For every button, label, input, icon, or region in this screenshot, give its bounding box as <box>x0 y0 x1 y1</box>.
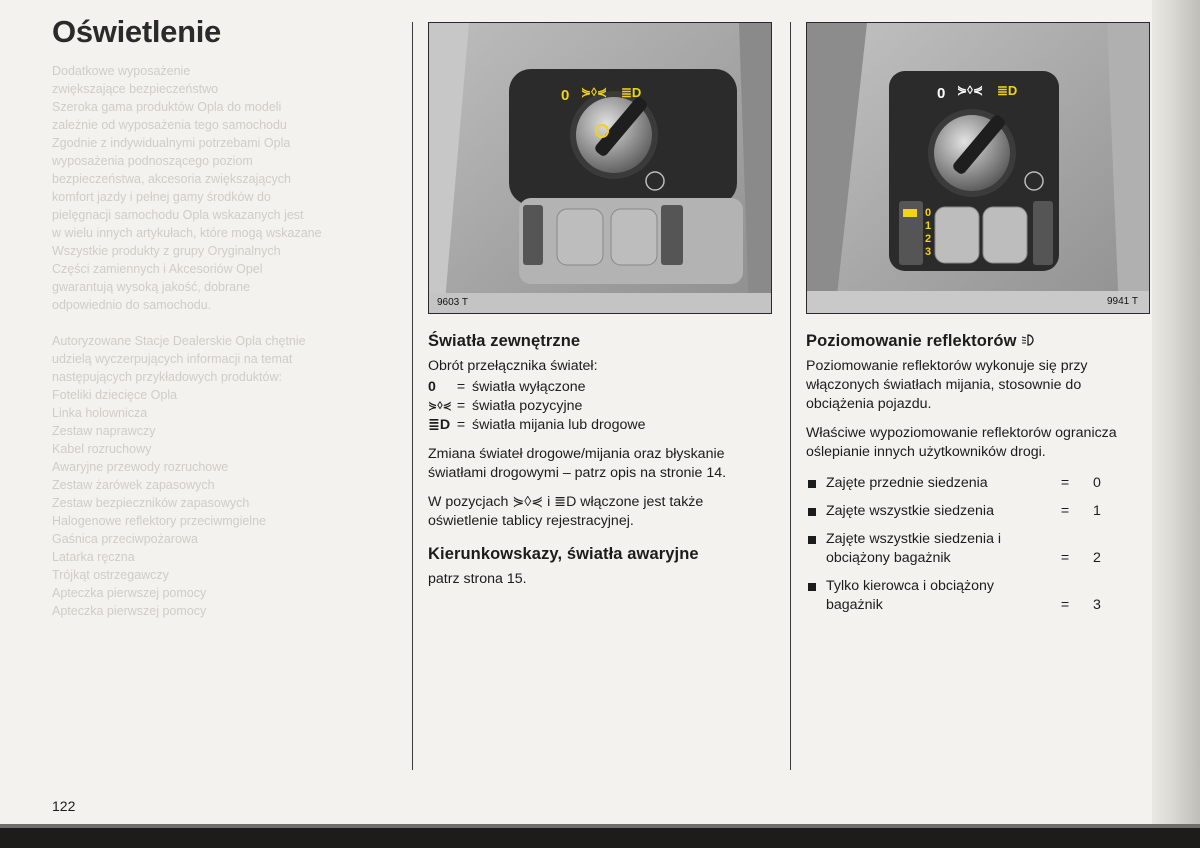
faded-text-line <box>52 656 402 674</box>
headlight-leveling-section <box>806 332 1151 624</box>
faded-text-line <box>52 314 402 332</box>
leveling-item-0 <box>806 474 1106 493</box>
legend-symbol: ≣D <box>428 417 451 433</box>
leveling-wheel-mark-3: 3 <box>925 246 932 258</box>
faded-text-line: Autoryzowane Stacje Dealerskie Opla chętnie <box>52 334 306 348</box>
leveling-item-text: Zajęte wszystkie siedzenia <box>826 503 994 519</box>
faded-text-line: zależnie od wyposażenia tego samochodu <box>52 118 287 132</box>
column-divider-left <box>412 22 413 770</box>
faded-text-line: Zestaw bezpieczników zapasowych <box>52 496 250 510</box>
indicators-text: patrz strona 15. <box>428 571 527 587</box>
faded-text-line: Foteliki dziecięce Opla <box>52 388 178 402</box>
exterior-lights-para-2: W pozycjach ⋟◊⋞ i ≣D włączone jest także oświetlenie tablicy rejestracyjnej. <box>428 494 704 529</box>
headlight-leveling-heading: Poziomowanie reflektorów <box>806 332 1017 350</box>
dial-label-off: 0 <box>937 85 946 102</box>
page-title: Oświetlenie <box>52 14 221 49</box>
faded-text-line <box>52 638 402 656</box>
faded-text-line: pielęgnacji samochodu Opla wskazanych jest <box>52 208 304 222</box>
leveling-item-equals: = <box>1060 475 1070 491</box>
legend-text: światła wyłączone <box>472 379 586 395</box>
faded-text-line: Dodatkowe wyposażenie <box>52 64 191 78</box>
figure-code-right: 9941 T <box>1107 296 1138 307</box>
leveling-item-1 <box>806 502 1106 521</box>
faded-text-line: Zestaw naprawczy <box>52 424 156 438</box>
leveling-item-3 <box>806 577 1106 615</box>
faded-text-line: zwiększające bezpieczeństwo <box>52 82 219 96</box>
faded-text-line: Części zamiennych i Akcesoriów Opel <box>52 262 263 276</box>
page-spine-edge <box>1152 0 1200 828</box>
light-switch-figure <box>428 22 772 314</box>
headlight-leveling-illustration <box>807 23 1149 313</box>
leveling-item-value: 0 <box>1093 475 1101 491</box>
leveling-item-value: 2 <box>1093 550 1101 566</box>
legend-text: światła pozycyjne <box>472 398 583 414</box>
faded-text-line: następujących przykładowych produktów: <box>52 370 282 384</box>
light-switch-illustration <box>429 23 771 313</box>
faded-text-line: w wielu innych artykułach, które mogą wskazane <box>52 226 322 240</box>
headlight-leveling-figure <box>806 22 1150 314</box>
leveling-item-2 <box>806 530 1106 568</box>
leveling-wheel-mark-2: 2 <box>925 233 932 245</box>
leveling-item-text: Zajęte przednie siedzenia <box>826 475 988 491</box>
leveling-item-value: 1 <box>1093 503 1101 519</box>
faded-text-line: Trójkąt ostrzegawczy <box>52 568 169 582</box>
bullet-square <box>808 583 816 591</box>
headlight-level-icon <box>1021 333 1035 347</box>
dial-label-dipped: ≣D <box>997 83 1018 98</box>
leveling-item-text: Tylko kierowca i obciążony bagażnik <box>826 578 994 613</box>
indicators-heading: Kierunkowskazy, światła awaryjne <box>428 545 699 563</box>
faded-text-line: odpowiednio do samochodu. <box>52 298 212 312</box>
leveling-item-text: Zajęte wszystkie siedzenia i obciążony bagażnik <box>826 531 1002 566</box>
faded-text-line: Latarka ręczna <box>52 550 135 564</box>
dial-label-dipped: ≣D <box>621 85 642 100</box>
scan-bottom-edge <box>0 828 1200 848</box>
faded-text-line: Wszystkie produkty z grupy Oryginalnych <box>52 244 281 258</box>
dial-label-parking: ⋟◊⋞ <box>957 83 984 97</box>
column-divider-right <box>790 22 791 770</box>
dial-label-parking: ⋟◊⋞ <box>581 85 608 99</box>
faded-text-line: wyposażenia podnoszącego poziom <box>52 154 253 168</box>
legend-equals: = <box>456 398 466 414</box>
leveling-wheel-mark-0: 0 <box>925 207 932 219</box>
faded-text-line: Linka holownicza <box>52 406 148 420</box>
faded-text-line: udzielą wyczerpujących informacji na temat <box>52 352 293 366</box>
legend-equals: = <box>456 417 466 433</box>
legend-symbol: ⋟◊⋞ <box>428 400 452 412</box>
legend-row-parking <box>428 397 773 416</box>
faded-text-line <box>52 620 402 638</box>
faded-text-line: Halogenowe reflektory przeciwmgielne <box>52 514 266 528</box>
faded-text-line: gwarantują wysoką jakość, dobrane <box>52 280 251 294</box>
faded-text-line: Szeroka gama produktów Opla do modeli <box>52 100 282 114</box>
legend-row-dipped <box>428 416 773 435</box>
exterior-lights-intro: Obrót przełącznika świateł: <box>428 358 598 374</box>
faded-text-line: Apteczka pierwszej pomocy <box>52 604 207 618</box>
faded-text-line: Zestaw żarówek zapasowych <box>52 478 215 492</box>
faded-text-line: Kabel rozruchowy <box>52 442 152 456</box>
legend-symbol: 0 <box>428 379 436 395</box>
faded-text-line: Apteczka pierwszej pomocy <box>52 586 207 600</box>
legend-row-off <box>428 378 773 397</box>
legend-text: światła mijania lub drogowe <box>472 417 646 433</box>
faded-text-line: Gaśnica przeciwpożarowa <box>52 532 198 546</box>
exterior-lights-section <box>428 332 773 599</box>
figure-code-left: 9603 T <box>437 297 468 308</box>
exterior-lights-heading: Światła zewnętrzne <box>428 332 581 350</box>
bullet-square <box>808 508 816 516</box>
page-number: 122 <box>52 798 76 814</box>
faded-text-line: Zgodnie z indywidualnymi potrzebami Opla <box>52 136 291 150</box>
dial-label-off: 0 <box>561 87 570 104</box>
leveling-wheel-mark-1: 1 <box>925 220 932 232</box>
faded-bleed-through-column <box>52 62 402 674</box>
bullet-square <box>808 480 816 488</box>
headlight-leveling-para-1: Poziomowanie reflektorów wykonuje się przy włączonych światłach mijania, stosownie do obciążenia pojazdu. <box>806 358 1088 412</box>
leveling-item-equals: = <box>1060 550 1070 566</box>
bullet-square <box>808 536 816 544</box>
legend-equals: = <box>456 379 466 395</box>
leveling-item-value: 3 <box>1093 597 1101 613</box>
light-switch-legend <box>428 378 773 435</box>
faded-text-line: Awaryjne przewody rozruchowe <box>52 460 229 474</box>
headlight-leveling-para-2: Właściwe wypoziomowanie reflektorów ogranicza oślepianie innych użytkowników drogi. <box>806 425 1117 460</box>
leveling-item-equals: = <box>1060 597 1070 613</box>
leveling-item-equals: = <box>1060 503 1070 519</box>
exterior-lights-para-1: Zmiana świateł drogowe/mijania oraz błyskanie światłami drogowymi – patrz opis na stronie 14. <box>428 446 727 481</box>
faded-text-line: bezpieczeństwa, akcesoria zwiększających <box>52 172 291 186</box>
faded-text-line: komfort jazdy i pełnej gamy środków do <box>52 190 271 204</box>
headlight-leveling-heading-row <box>806 332 1151 351</box>
